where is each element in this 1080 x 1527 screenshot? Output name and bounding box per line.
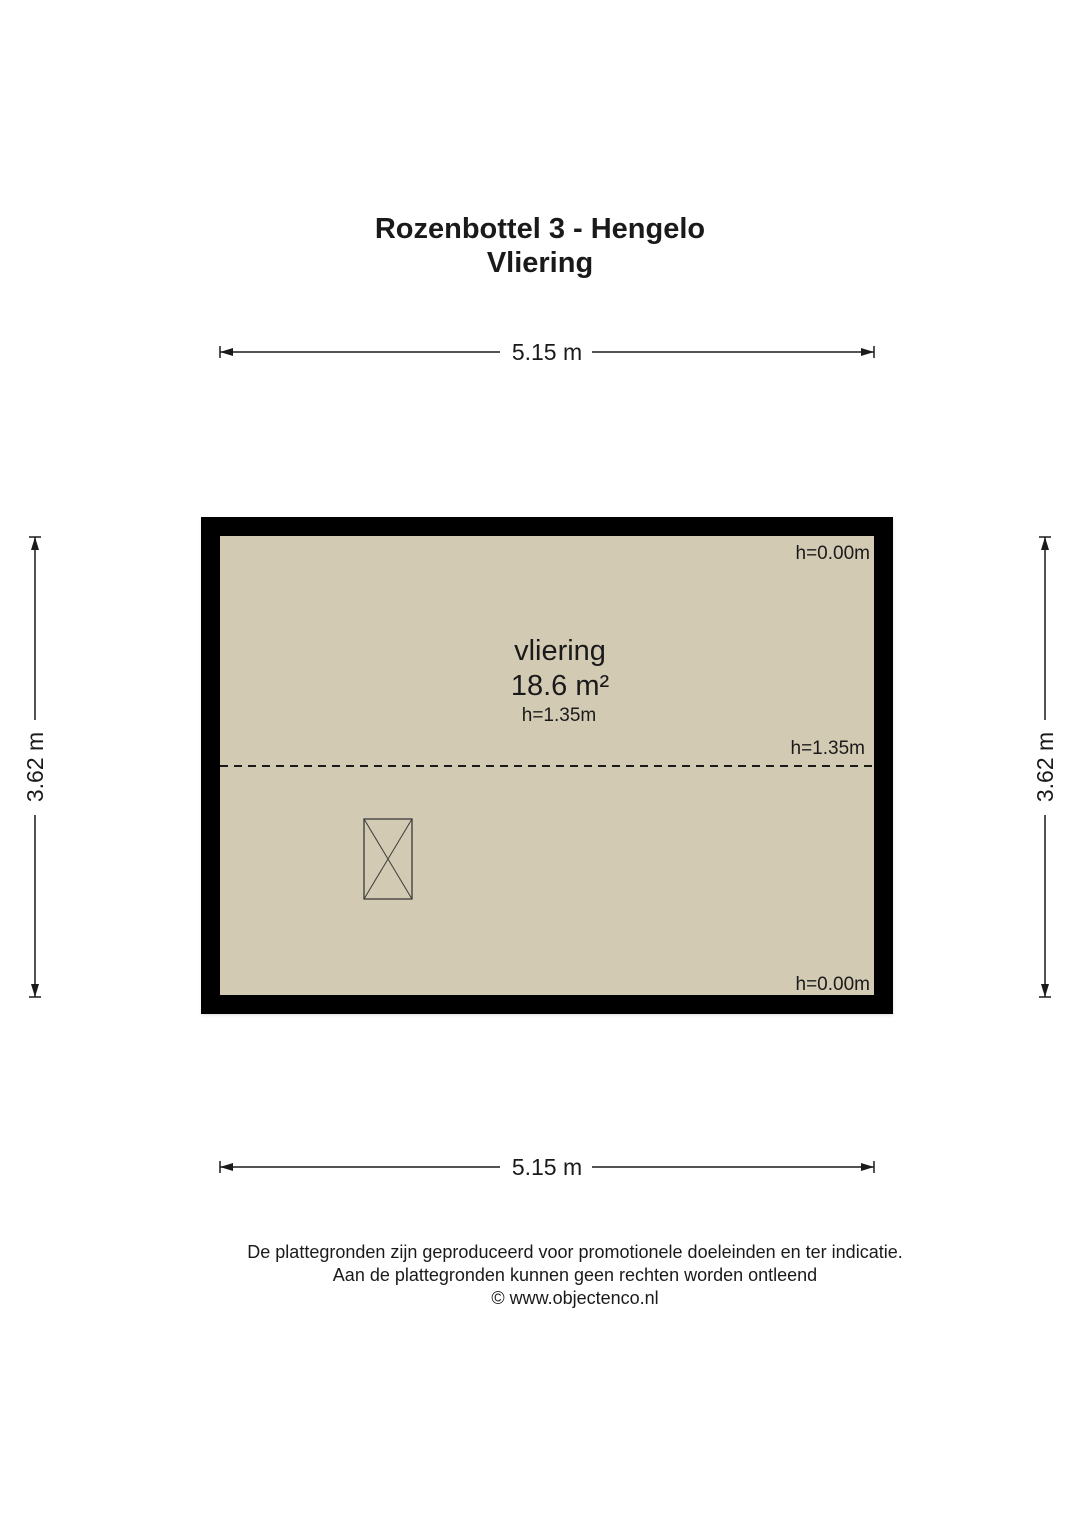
arrow-right-icon [861,1163,874,1171]
plan-title-floor: Vliering [486,247,594,279]
disclaimer-line-1: De plattegronden zijn geproduceerd voor promotionele doeleinden en ter indicatie. [247,1242,903,1262]
disclaimer-line-2: Aan de plattegronden kunnen geen rechten worden ontleend [332,1265,818,1285]
right-dimension [1032,537,1058,997]
bottom-dimension [220,1154,874,1180]
disclaimer-copyright: © www.objectenco.nl [491,1288,659,1308]
room-name: vliering [514,635,606,667]
top-width-label: 5.15 m [511,339,583,365]
arrow-left-icon [220,348,233,356]
height-marker-top: h=0.00m [795,543,870,564]
arrow-down-icon [1041,984,1049,997]
room-area: 18.6 m² [510,670,610,702]
arrow-up-icon [1041,537,1049,550]
height-marker-bottom: h=0.00m [795,974,870,995]
left-height-label: 3.62 m [22,731,48,803]
room-height: h=1.35m [521,705,597,726]
top-dimension [220,339,874,365]
height-marker-middle: h=1.35m [790,738,865,759]
arrow-left-icon [220,1163,233,1171]
left-dimension [22,537,48,997]
right-height-label: 3.62 m [1032,731,1058,803]
room-vliering [201,517,893,1015]
plan-title-address: Rozenbottel 3 - Hengelo [374,213,706,245]
arrow-up-icon [31,537,39,550]
bottom-width-label: 5.15 m [511,1154,583,1180]
arrow-down-icon [31,984,39,997]
arrow-right-icon [861,348,874,356]
